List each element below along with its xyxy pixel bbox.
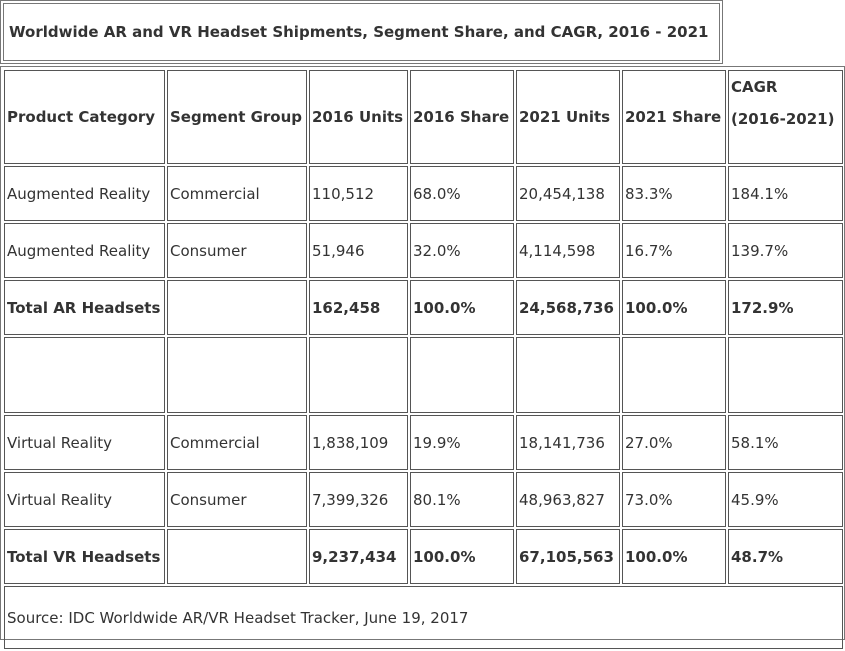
cell-category: Augmented Reality bbox=[4, 223, 165, 278]
cell-2016-units: 162,458 bbox=[309, 280, 408, 335]
cell-2016-share bbox=[410, 337, 514, 413]
cell-2021-share: 100.0% bbox=[622, 280, 726, 335]
table-row bbox=[4, 166, 843, 221]
header-2021-units: 2021 Units bbox=[516, 70, 620, 164]
cell-category: Virtual Reality bbox=[4, 472, 165, 527]
cell-2021-units: 20,454,138 bbox=[516, 166, 620, 221]
cell-cagr: 139.7% bbox=[728, 223, 843, 278]
header-product-category: Product Category bbox=[4, 70, 165, 164]
total-vr-row bbox=[4, 529, 843, 584]
cell-2021-units: 67,105,563 bbox=[516, 529, 620, 584]
cell-2021-units: 24,568,736 bbox=[516, 280, 620, 335]
cell-cagr: 48.7% bbox=[728, 529, 843, 584]
table-row bbox=[4, 472, 843, 527]
cell-2016-units bbox=[309, 337, 408, 413]
cell-cagr bbox=[728, 337, 843, 413]
cell-2021-units bbox=[516, 337, 620, 413]
cell-cagr: 45.9% bbox=[728, 472, 843, 527]
cell-2016-units: 110,512 bbox=[309, 166, 408, 221]
cell-2016-share: 100.0% bbox=[410, 280, 514, 335]
cell-2016-share: 80.1% bbox=[410, 472, 514, 527]
header-2021-share: 2021 Share bbox=[622, 70, 726, 164]
table-row bbox=[4, 223, 843, 278]
cell-cagr: 172.9% bbox=[728, 280, 843, 335]
cell-2021-units: 18,141,736 bbox=[516, 415, 620, 470]
cell-2016-units: 9,237,434 bbox=[309, 529, 408, 584]
cell-category: Augmented Reality bbox=[4, 166, 165, 221]
cell-segment: Commercial bbox=[167, 166, 307, 221]
cell-2016-share: 32.0% bbox=[410, 223, 514, 278]
table-row bbox=[4, 415, 843, 470]
shipments-table-container bbox=[0, 66, 845, 640]
cell-segment: Consumer bbox=[167, 472, 307, 527]
cell-2016-share: 68.0% bbox=[410, 166, 514, 221]
cell-segment: Consumer bbox=[167, 223, 307, 278]
cell-2021-share: 100.0% bbox=[622, 529, 726, 584]
cell-category: Virtual Reality bbox=[4, 415, 165, 470]
header-cagr bbox=[728, 70, 843, 164]
cell-segment bbox=[167, 280, 307, 335]
cell-2021-share: 27.0% bbox=[622, 415, 726, 470]
cell-2021-share bbox=[622, 337, 726, 413]
cell-category bbox=[4, 337, 165, 413]
cell-2021-units: 48,963,827 bbox=[516, 472, 620, 527]
cell-2021-share: 73.0% bbox=[622, 472, 726, 527]
cell-2016-share: 19.9% bbox=[410, 415, 514, 470]
cell-2021-units: 4,114,598 bbox=[516, 223, 620, 278]
spacer-row bbox=[4, 337, 843, 413]
cell-segment bbox=[167, 529, 307, 584]
source-note: Source: IDC Worldwide AR/VR Headset Tracker, June 19, 2017 bbox=[4, 586, 843, 649]
cell-cagr: 58.1% bbox=[728, 415, 843, 470]
cell-2016-units: 7,399,326 bbox=[309, 472, 408, 527]
table-title: Worldwide AR and VR Headset Shipments, Segment Share, and CAGR, 2016 - 2021 bbox=[3, 3, 720, 61]
cell-2016-units: 51,946 bbox=[309, 223, 408, 278]
header-2016-units: 2016 Units bbox=[309, 70, 408, 164]
header-cagr-range: (2016-2021) bbox=[731, 110, 835, 128]
cell-segment bbox=[167, 337, 307, 413]
header-segment-group: Segment Group bbox=[167, 70, 307, 164]
table-caption bbox=[0, 0, 723, 64]
cell-2016-units: 1,838,109 bbox=[309, 415, 408, 470]
cell-2016-share: 100.0% bbox=[410, 529, 514, 584]
header-row bbox=[4, 70, 843, 164]
cell-segment: Commercial bbox=[167, 415, 307, 470]
total-ar-row bbox=[4, 280, 843, 335]
cell-category: Total AR Headsets bbox=[4, 280, 165, 335]
cell-2021-share: 16.7% bbox=[622, 223, 726, 278]
cell-2021-share: 83.3% bbox=[622, 166, 726, 221]
cell-category: Total VR Headsets bbox=[4, 529, 165, 584]
header-cagr-label: CAGR bbox=[731, 78, 778, 96]
shipments-table bbox=[2, 68, 845, 651]
cell-cagr: 184.1% bbox=[728, 166, 843, 221]
header-2016-share: 2016 Share bbox=[410, 70, 514, 164]
